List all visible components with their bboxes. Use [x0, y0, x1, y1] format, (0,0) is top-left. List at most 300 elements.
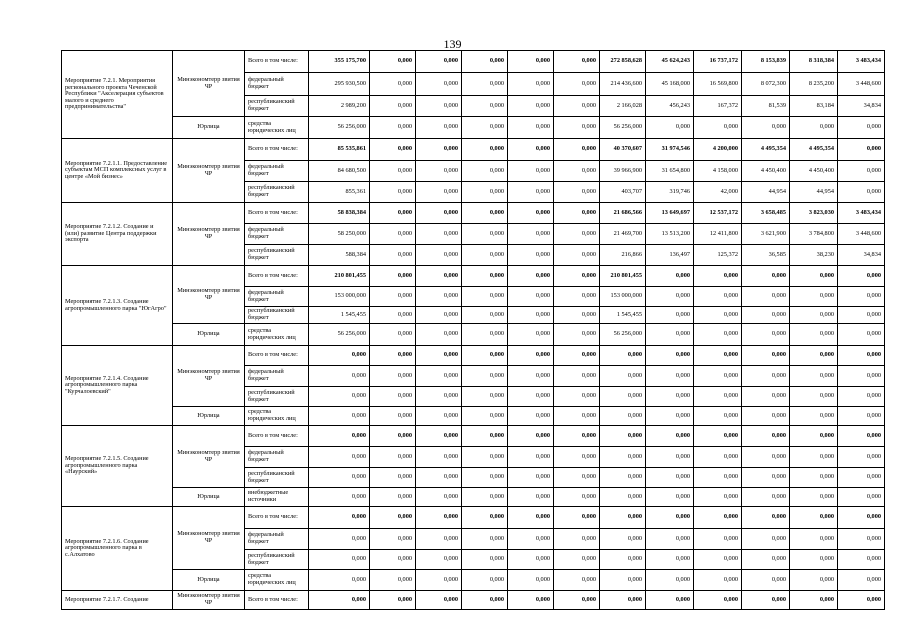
value-cell: 0,000: [646, 507, 694, 529]
value-cell: 0,000: [646, 324, 694, 346]
value-cell: 0,000: [508, 447, 554, 468]
value-cell: 31 654,800: [646, 161, 694, 182]
value-cell: 3 448,600: [838, 224, 885, 245]
value-cell: 0,000: [554, 550, 600, 570]
value-cell: 0,000: [508, 224, 554, 245]
source-cell: Всего в том числе:: [245, 51, 309, 73]
value-cell: 0,000: [646, 346, 694, 366]
value-cell: 0,000: [309, 550, 370, 570]
source-cell: республиканский бюджет: [245, 387, 309, 407]
value-cell: 216,866: [600, 245, 646, 266]
value-cell: 125,372: [694, 245, 742, 266]
value-cell: 0,000: [462, 346, 508, 366]
source-cell: средства юридических лиц: [245, 324, 309, 346]
value-cell: 0,000: [370, 96, 416, 117]
executor-cell: Минэкономтерр звития ЧР: [173, 426, 245, 488]
value-cell: 83,184: [790, 96, 838, 117]
table-row: [62, 139, 885, 161]
value-cell: 295 930,500: [309, 73, 370, 96]
source-cell: Всего в том числе:: [245, 591, 309, 610]
value-cell: 0,000: [309, 529, 370, 550]
value-cell: 0,000: [462, 447, 508, 468]
value-cell: 0,000: [600, 346, 646, 366]
value-cell: 13 513,200: [646, 224, 694, 245]
value-cell: 0,000: [694, 570, 742, 591]
table-row: [62, 570, 885, 591]
value-cell: 0,000: [838, 161, 885, 182]
value-cell: 0,000: [508, 346, 554, 366]
source-cell: федеральный бюджет: [245, 73, 309, 96]
value-cell: 0,000: [790, 468, 838, 488]
value-cell: 8 318,384: [790, 51, 838, 73]
value-cell: 0,000: [742, 287, 790, 307]
value-cell: 0,000: [370, 570, 416, 591]
value-cell: 0,000: [508, 468, 554, 488]
value-cell: 0,000: [646, 591, 694, 610]
value-cell: 0,000: [838, 387, 885, 407]
value-cell: 0,000: [370, 161, 416, 182]
value-cell: 0,000: [370, 182, 416, 203]
value-cell: 58 250,000: [309, 224, 370, 245]
value-cell: 136,497: [646, 245, 694, 266]
value-cell: 0,000: [554, 117, 600, 139]
source-cell: Всего в том числе:: [245, 203, 309, 224]
event-cell: Мероприятие 7.2.1.7. Создание: [62, 591, 173, 610]
value-cell: 0,000: [416, 387, 462, 407]
source-cell: республиканский бюджет: [245, 550, 309, 570]
source-cell: Всего в том числе:: [245, 507, 309, 529]
event-cell: Мероприятие 7.2.1.4. Создание агропромышленного парка "Курчалоевский": [62, 346, 173, 426]
value-cell: 0,000: [694, 426, 742, 447]
value-cell: 4 450,400: [742, 161, 790, 182]
executor-cell: Минэкономтерр звития ЧР: [173, 346, 245, 407]
value-cell: 0,000: [508, 73, 554, 96]
value-cell: 0,000: [790, 324, 838, 346]
value-cell: 0,000: [790, 488, 838, 507]
value-cell: 56 256,000: [309, 324, 370, 346]
value-cell: 0,000: [742, 550, 790, 570]
value-cell: 0,000: [646, 266, 694, 287]
event-cell: Мероприятие 7.2.1.1. Предоставление субъектам МСП комплексных услуг в центре «Мой бизнес»: [62, 139, 173, 203]
value-cell: 0,000: [554, 346, 600, 366]
value-cell: 0,000: [646, 488, 694, 507]
source-cell: республиканский бюджет: [245, 307, 309, 324]
value-cell: 210 801,455: [309, 266, 370, 287]
value-cell: 0,000: [370, 307, 416, 324]
value-cell: 0,000: [416, 570, 462, 591]
source-cell: федеральный бюджет: [245, 161, 309, 182]
page-number: 139: [443, 37, 462, 51]
value-cell: 0,000: [838, 182, 885, 203]
value-cell: 0,000: [646, 387, 694, 407]
value-cell: 214 436,600: [600, 73, 646, 96]
value-cell: 0,000: [790, 346, 838, 366]
value-cell: 0,000: [309, 468, 370, 488]
value-cell: 0,000: [838, 346, 885, 366]
executor-cell: Юрлица: [173, 324, 245, 346]
value-cell: 0,000: [554, 307, 600, 324]
value-cell: 0,000: [554, 266, 600, 287]
value-cell: 0,000: [416, 468, 462, 488]
value-cell: 0,000: [309, 366, 370, 387]
value-cell: 0,000: [838, 488, 885, 507]
value-cell: 0,000: [790, 507, 838, 529]
value-cell: 0,000: [370, 245, 416, 266]
value-cell: 0,000: [370, 591, 416, 610]
table-row: [62, 117, 885, 139]
value-cell: 12 411,800: [694, 224, 742, 245]
value-cell: 0,000: [370, 507, 416, 529]
value-cell: 0,000: [790, 426, 838, 447]
value-cell: 0,000: [646, 366, 694, 387]
value-cell: 0,000: [790, 591, 838, 610]
value-cell: 0,000: [600, 507, 646, 529]
value-cell: 0,000: [790, 570, 838, 591]
value-cell: 3 448,600: [838, 73, 885, 96]
source-cell: средства юридических лиц: [245, 407, 309, 426]
value-cell: 0,000: [508, 570, 554, 591]
value-cell: 4 495,354: [790, 139, 838, 161]
value-cell: 0,000: [838, 426, 885, 447]
source-cell: федеральный бюджет: [245, 366, 309, 387]
value-cell: 0,000: [554, 96, 600, 117]
value-cell: 0,000: [370, 529, 416, 550]
value-cell: 0,000: [309, 346, 370, 366]
value-cell: 44,954: [790, 182, 838, 203]
value-cell: 40 370,607: [600, 139, 646, 161]
value-cell: 0,000: [694, 266, 742, 287]
value-cell: 153 000,000: [309, 287, 370, 307]
value-cell: 0,000: [416, 287, 462, 307]
value-cell: 0,000: [600, 407, 646, 426]
executor-cell: Минэкономтерр звития ЧР: [173, 203, 245, 266]
value-cell: 0,000: [508, 426, 554, 447]
value-cell: 0,000: [462, 203, 508, 224]
value-cell: 0,000: [838, 447, 885, 468]
value-cell: 0,000: [416, 266, 462, 287]
source-cell: средства юридических лиц: [245, 117, 309, 139]
value-cell: 0,000: [838, 570, 885, 591]
value-cell: 0,000: [554, 407, 600, 426]
value-cell: 0,000: [838, 591, 885, 610]
value-cell: 0,000: [462, 324, 508, 346]
value-cell: 0,000: [554, 488, 600, 507]
value-cell: 31 974,546: [646, 139, 694, 161]
value-cell: 85 535,861: [309, 139, 370, 161]
value-cell: 0,000: [694, 468, 742, 488]
value-cell: 0,000: [694, 529, 742, 550]
value-cell: 0,000: [838, 117, 885, 139]
source-cell: федеральный бюджет: [245, 447, 309, 468]
value-cell: 0,000: [646, 550, 694, 570]
value-cell: 0,000: [838, 307, 885, 324]
value-cell: 0,000: [600, 570, 646, 591]
value-cell: 0,000: [370, 346, 416, 366]
value-cell: 0,000: [742, 346, 790, 366]
value-cell: 0,000: [554, 182, 600, 203]
value-cell: 0,000: [646, 117, 694, 139]
value-cell: 38,230: [790, 245, 838, 266]
value-cell: 0,000: [370, 488, 416, 507]
value-cell: 0,000: [309, 591, 370, 610]
value-cell: 34,834: [838, 245, 885, 266]
value-cell: 56 256,000: [309, 117, 370, 139]
event-cell: Мероприятие 7.2.1. Мероприятия регионального проекта Чеченской Республики "Акселерация субъектов малого и среднего предпринимательства": [62, 51, 173, 139]
value-cell: 0,000: [742, 366, 790, 387]
value-cell: 0,000: [694, 591, 742, 610]
executor-cell: Юрлица: [173, 570, 245, 591]
value-cell: 0,000: [508, 51, 554, 73]
value-cell: 0,000: [554, 570, 600, 591]
value-cell: 0,000: [694, 488, 742, 507]
value-cell: 0,000: [508, 591, 554, 610]
value-cell: 0,000: [508, 407, 554, 426]
value-cell: 0,000: [790, 117, 838, 139]
value-cell: 0,000: [600, 550, 646, 570]
value-cell: 0,000: [600, 387, 646, 407]
table-row: [62, 203, 885, 224]
value-cell: 0,000: [742, 117, 790, 139]
value-cell: 0,000: [462, 507, 508, 529]
value-cell: 2 989,200: [309, 96, 370, 117]
value-cell: 0,000: [416, 73, 462, 96]
event-cell: Мероприятие 7.2.1.3. Создание агропромышленного парка "ЮгАгро": [62, 266, 173, 346]
value-cell: 0,000: [508, 96, 554, 117]
value-cell: 0,000: [309, 447, 370, 468]
value-cell: 0,000: [370, 139, 416, 161]
table-row: [62, 346, 885, 366]
value-cell: 56 256,000: [600, 324, 646, 346]
value-cell: 8 072,300: [742, 73, 790, 96]
value-cell: 0,000: [462, 307, 508, 324]
source-cell: Всего в том числе:: [245, 346, 309, 366]
value-cell: 0,000: [370, 287, 416, 307]
source-cell: республиканский бюджет: [245, 182, 309, 203]
value-cell: 0,000: [370, 447, 416, 468]
value-cell: 45 624,243: [646, 51, 694, 73]
value-cell: 0,000: [462, 529, 508, 550]
source-cell: внебюджетные источники: [245, 488, 309, 507]
value-cell: 0,000: [742, 387, 790, 407]
source-cell: средства юридических лиц: [245, 570, 309, 591]
value-cell: 0,000: [838, 507, 885, 529]
value-cell: 319,746: [646, 182, 694, 203]
value-cell: 0,000: [370, 324, 416, 346]
value-cell: 0,000: [462, 51, 508, 73]
value-cell: 0,000: [416, 346, 462, 366]
value-cell: 0,000: [838, 287, 885, 307]
value-cell: 0,000: [838, 366, 885, 387]
table-row: [62, 266, 885, 287]
value-cell: 0,000: [309, 570, 370, 591]
value-cell: 403,707: [600, 182, 646, 203]
value-cell: 0,000: [742, 407, 790, 426]
value-cell: 153 000,000: [600, 287, 646, 307]
executor-cell: Минэкономтерр звития ЧР: [173, 507, 245, 570]
value-cell: 0,000: [462, 182, 508, 203]
table-row: [62, 507, 885, 529]
value-cell: 0,000: [462, 96, 508, 117]
value-cell: 0,000: [416, 117, 462, 139]
value-cell: 0,000: [600, 366, 646, 387]
source-cell: Всего в том числе:: [245, 266, 309, 287]
value-cell: 0,000: [416, 407, 462, 426]
value-cell: 0,000: [462, 387, 508, 407]
executor-cell: Юрлица: [173, 488, 245, 507]
value-cell: 0,000: [416, 245, 462, 266]
value-cell: 0,000: [508, 387, 554, 407]
value-cell: 0,000: [370, 468, 416, 488]
value-cell: 0,000: [508, 488, 554, 507]
value-cell: 0,000: [646, 307, 694, 324]
value-cell: 0,000: [646, 407, 694, 426]
value-cell: 0,000: [742, 468, 790, 488]
value-cell: 0,000: [694, 324, 742, 346]
value-cell: 36,585: [742, 245, 790, 266]
value-cell: 0,000: [838, 529, 885, 550]
value-cell: 0,000: [508, 529, 554, 550]
value-cell: 0,000: [462, 73, 508, 96]
value-cell: 0,000: [838, 324, 885, 346]
value-cell: 0,000: [416, 182, 462, 203]
value-cell: 0,000: [416, 550, 462, 570]
value-cell: 0,000: [462, 468, 508, 488]
value-cell: 855,361: [309, 182, 370, 203]
value-cell: 12 537,172: [694, 203, 742, 224]
value-cell: 0,000: [416, 507, 462, 529]
value-cell: 0,000: [309, 488, 370, 507]
value-cell: 84 680,500: [309, 161, 370, 182]
executor-cell: Юрлица: [173, 407, 245, 426]
value-cell: 0,000: [462, 266, 508, 287]
value-cell: 1 545,455: [600, 307, 646, 324]
value-cell: 0,000: [742, 307, 790, 324]
value-cell: 3 658,485: [742, 203, 790, 224]
value-cell: 0,000: [309, 387, 370, 407]
value-cell: 0,000: [554, 139, 600, 161]
value-cell: 4 158,000: [694, 161, 742, 182]
value-cell: 0,000: [600, 426, 646, 447]
value-cell: 42,000: [694, 182, 742, 203]
value-cell: 0,000: [462, 570, 508, 591]
value-cell: 0,000: [600, 488, 646, 507]
value-cell: 0,000: [742, 426, 790, 447]
value-cell: 0,000: [646, 426, 694, 447]
event-cell: Мероприятие 7.2.1.6. Создание агропромышленного парка в с.Алхатово: [62, 507, 173, 591]
value-cell: 0,000: [554, 366, 600, 387]
value-cell: 0,000: [508, 182, 554, 203]
value-cell: 0,000: [742, 488, 790, 507]
value-cell: 0,000: [462, 139, 508, 161]
value-cell: 0,000: [462, 161, 508, 182]
value-cell: 13 649,697: [646, 203, 694, 224]
value-cell: 0,000: [646, 447, 694, 468]
value-cell: 0,000: [370, 387, 416, 407]
value-cell: 0,000: [790, 366, 838, 387]
value-cell: 0,000: [646, 529, 694, 550]
value-cell: 0,000: [416, 224, 462, 245]
value-cell: 0,000: [462, 407, 508, 426]
value-cell: 0,000: [838, 407, 885, 426]
value-cell: 0,000: [508, 550, 554, 570]
value-cell: 0,000: [742, 266, 790, 287]
value-cell: 0,000: [790, 387, 838, 407]
value-cell: 0,000: [554, 73, 600, 96]
value-cell: 0,000: [554, 203, 600, 224]
value-cell: 0,000: [508, 266, 554, 287]
value-cell: 0,000: [370, 224, 416, 245]
value-cell: 39 966,900: [600, 161, 646, 182]
value-cell: 0,000: [554, 161, 600, 182]
value-cell: 58 838,384: [309, 203, 370, 224]
value-cell: 0,000: [838, 468, 885, 488]
value-cell: 0,000: [554, 324, 600, 346]
value-cell: 0,000: [646, 287, 694, 307]
value-cell: 0,000: [790, 529, 838, 550]
value-cell: 0,000: [462, 366, 508, 387]
value-cell: 2 166,028: [600, 96, 646, 117]
value-cell: 0,000: [554, 51, 600, 73]
value-cell: 0,000: [600, 529, 646, 550]
value-cell: 16 569,800: [694, 73, 742, 96]
executor-cell: Юрлица: [173, 117, 245, 139]
value-cell: 0,000: [508, 366, 554, 387]
value-cell: 0,000: [694, 407, 742, 426]
value-cell: 0,000: [508, 117, 554, 139]
value-cell: 0,000: [694, 366, 742, 387]
value-cell: 0,000: [838, 266, 885, 287]
table-row: [62, 488, 885, 507]
value-cell: 0,000: [309, 426, 370, 447]
value-cell: 0,000: [508, 203, 554, 224]
value-cell: 0,000: [370, 366, 416, 387]
event-cell: Мероприятие 7.2.1.2. Создание и (или) развитие Центра поддержки экспорта: [62, 203, 173, 266]
source-cell: республиканский бюджет: [245, 468, 309, 488]
value-cell: 1 545,455: [309, 307, 370, 324]
value-cell: 21 469,700: [600, 224, 646, 245]
value-cell: 0,000: [370, 73, 416, 96]
source-cell: федеральный бюджет: [245, 287, 309, 307]
table-row: [62, 324, 885, 346]
value-cell: 0,000: [742, 570, 790, 591]
value-cell: 0,000: [694, 447, 742, 468]
value-cell: 3 784,800: [790, 224, 838, 245]
value-cell: 0,000: [646, 468, 694, 488]
value-cell: 3 621,900: [742, 224, 790, 245]
value-cell: 0,000: [370, 203, 416, 224]
value-cell: 0,000: [554, 287, 600, 307]
value-cell: 0,000: [508, 507, 554, 529]
value-cell: 16 737,172: [694, 51, 742, 73]
value-cell: 8 235,200: [790, 73, 838, 96]
value-cell: 8 153,839: [742, 51, 790, 73]
value-cell: 0,000: [416, 447, 462, 468]
value-cell: 0,000: [462, 117, 508, 139]
value-cell: 0,000: [790, 407, 838, 426]
value-cell: 0,000: [694, 117, 742, 139]
value-cell: 0,000: [554, 591, 600, 610]
value-cell: 355 175,700: [309, 51, 370, 73]
value-cell: 0,000: [370, 550, 416, 570]
value-cell: 0,000: [462, 224, 508, 245]
value-cell: 0,000: [742, 324, 790, 346]
value-cell: 0,000: [309, 507, 370, 529]
funding-table: [61, 50, 885, 610]
table-row: [62, 51, 885, 73]
value-cell: 0,000: [694, 550, 742, 570]
value-cell: 0,000: [554, 529, 600, 550]
value-cell: 3 483,434: [838, 203, 885, 224]
